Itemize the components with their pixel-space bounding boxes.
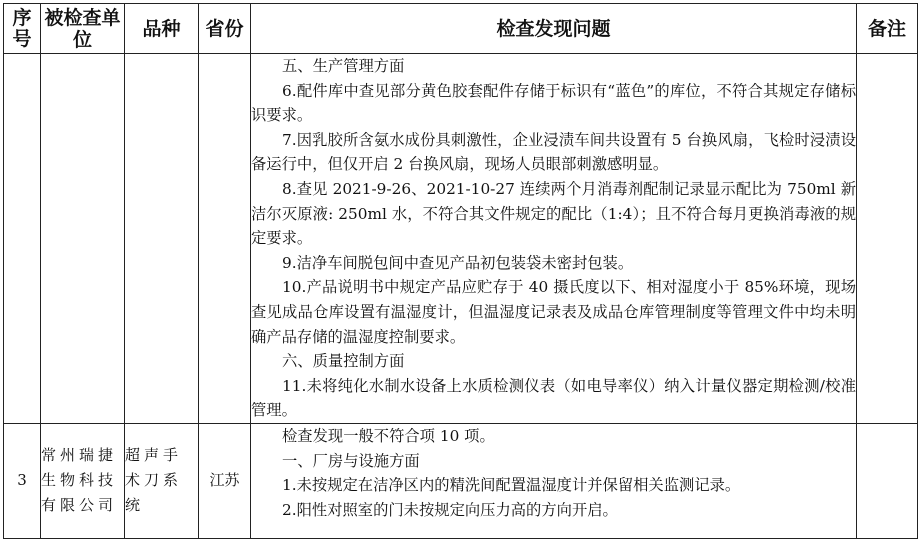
table-row (4, 423, 918, 538)
header-unit: 被检查单位 (41, 4, 125, 54)
header-province: 省份 (199, 4, 251, 54)
cell-variety (125, 54, 199, 424)
issue-line: 一、厂房与设施方面 (282, 451, 420, 470)
cell-remarks (857, 54, 918, 424)
issue-line: 2.阳性对照室的门未按规定向压力高的方向开启。 (282, 500, 618, 519)
table-row (4, 54, 918, 424)
issue-line: 五、生产管理方面 (282, 57, 405, 75)
cell-unit (41, 54, 125, 424)
cell-remarks (857, 423, 918, 538)
cell-issues (251, 423, 857, 538)
issue-line: 6.配件库中查见部分黄色胶套配件存储于标识有“蓝色”的库位，不符合其规定存储标识要求。 (251, 81, 856, 125)
cell-seq (4, 54, 41, 424)
inspection-table (3, 3, 918, 539)
issue-line: 8.查见 2021-9-26、2021-10-27 连续两个月消毒剂配制记录显示配比为 750ml 新洁尔灭原液: 250ml 水，不符合其文件规定的配比（1:4）；且不符合每月更换消毒液的规定要求。 (251, 179, 856, 248)
issue-line: 11.未将纯化水制水设备上水质检测仪表（如电导率仪）纳入计量仪器定期检测/校准管理。 (251, 376, 856, 420)
cell-unit: 常州瑞捷生物科技有限公司 (41, 423, 125, 538)
header-row (4, 4, 918, 54)
issue-line: 7.因乳胶所含氨水成份具刺激性，企业浸渍车间共设置有 5 台换风扇，飞检时浸渍设备运行中，但仅开启 2 台换风扇，现场人员眼部刺激感明显。 (251, 130, 856, 174)
issue-line: 9.洁净车间脱包间中查见产品初包装袋未密封包装。 (282, 253, 634, 272)
header-remarks: 备注 (857, 4, 918, 54)
cell-seq: 3 (4, 423, 41, 538)
issue-line: 六、质量控制方面 (282, 352, 405, 371)
cell-variety: 超声手术刀系统 (125, 423, 199, 538)
cell-province (199, 54, 251, 424)
cell-province: 江苏 (199, 423, 251, 538)
issue-line: 1.未按规定在洁净区内的精洗间配置温湿度计并保留相关监测记录。 (282, 476, 741, 495)
header-issues: 检查发现问题 (251, 4, 857, 54)
cell-issues (251, 54, 857, 424)
header-seq: 序号 (4, 4, 41, 54)
issue-line: 检查发现一般不符合项 10 项。 (282, 426, 495, 445)
header-variety: 品种 (125, 4, 199, 54)
issue-line: 10.产品说明书中规定产品应贮存于 40 摄氏度以下、相对湿度小于 85%环境，现场查见成品仓库设置有温湿度计，但温湿度记录表及成品仓库管理制度等管理文件中均未明确产品存储的温湿度控制要求。 (251, 278, 856, 346)
